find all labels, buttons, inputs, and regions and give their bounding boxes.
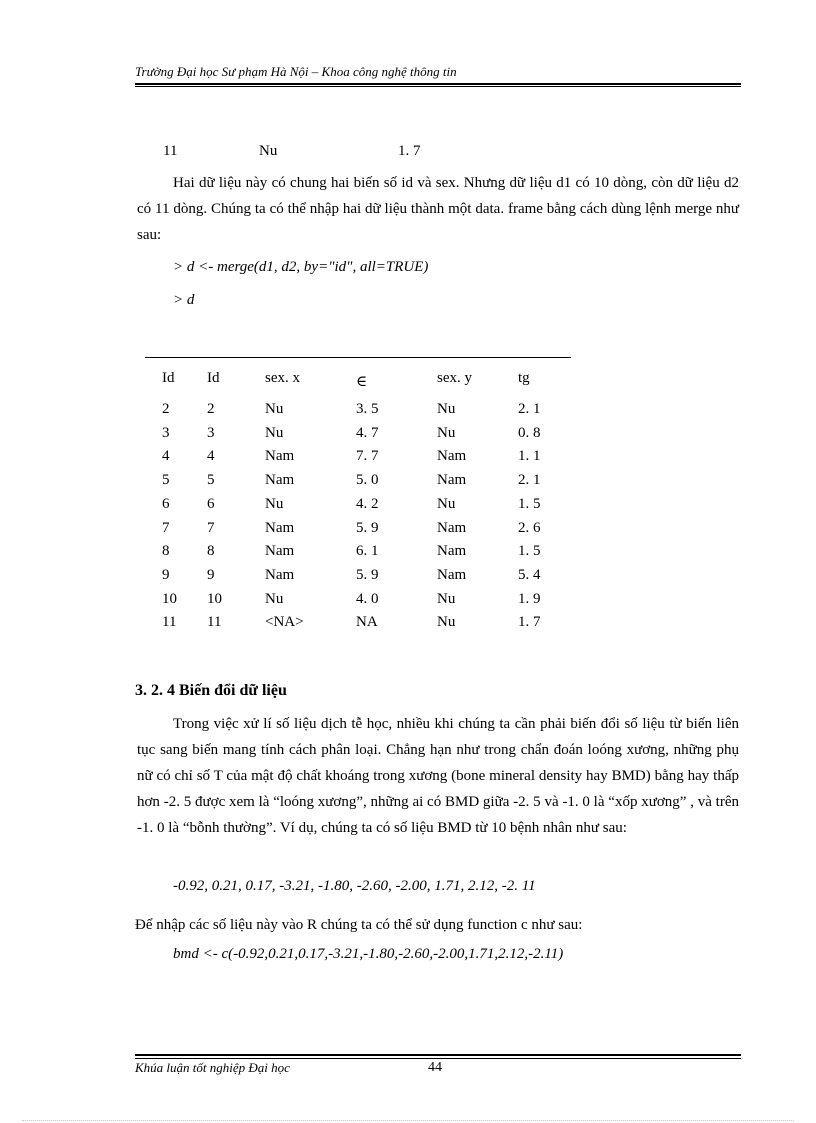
table-cell: 0. 8 [518, 425, 541, 441]
table-cell: 7 [162, 520, 170, 536]
table-cell: 6 [162, 496, 170, 512]
table-cell: 5. 0 [356, 472, 379, 488]
table-cell: 1. 9 [518, 591, 541, 607]
table-cell: Nam [265, 543, 295, 559]
table-cell: 8 [207, 543, 215, 559]
table-cell: 4. 2 [356, 496, 379, 512]
table-cell: Nu [437, 401, 456, 417]
table-cell: 2. 1 [518, 472, 541, 488]
table-cell: Nu [265, 496, 284, 512]
table-cell: 11 [207, 614, 222, 630]
table-cell: 10 [162, 591, 177, 607]
table-cell: 7. 7 [356, 448, 379, 464]
top-row-sex: Nu [259, 143, 278, 159]
table-cell: 10 [207, 591, 222, 607]
table-cell: 6 [207, 496, 215, 512]
table-cell: 1. 5 [518, 496, 541, 512]
table-cell: 1. 7 [518, 614, 541, 630]
table-cell: 5 [162, 472, 170, 488]
paragraph-merge [137, 170, 739, 248]
table-cell: Nam [265, 448, 295, 464]
table-cell: 2 [207, 401, 215, 417]
table-cell: Nam [437, 567, 467, 583]
table-cell: 5. 9 [356, 567, 379, 583]
table-cell: 4 [162, 448, 170, 464]
code-d: > d [173, 292, 195, 308]
code-bmd-assign: bmd <- c(-0.92,0.21,0.17,-3.21,-1.80,-2.60,-2.00,1.71,2.12,-2.11) [173, 946, 564, 962]
header-rule [135, 86, 741, 87]
table-cell: 2 [162, 401, 170, 417]
paragraph-input-text: Để nhập các số liệu này vào R chúng ta có thể sử dụng function c như sau: [135, 917, 583, 933]
table-cell: 3 [162, 425, 170, 441]
table-cell: 5. 4 [518, 567, 541, 583]
page-edge-dotted-line [22, 1120, 794, 1121]
top-row-value: 1. 7 [398, 143, 421, 159]
table-cell: Nam [437, 543, 467, 559]
table-cell: Nu [437, 591, 456, 607]
table-cell: 9 [207, 567, 215, 583]
code-merge: > d <- merge(d1, d2, by="id", all=TRUE) [173, 259, 429, 275]
table-cell: Nam [437, 472, 467, 488]
table-cell: Nu [437, 425, 456, 441]
table-header-cell: tg [518, 370, 530, 386]
table-cell: Nu [265, 425, 284, 441]
table-cell: Nu [265, 401, 284, 417]
footer-text: Khúa luận tốt nghiệp Đại học [135, 1060, 290, 1075]
table-cell: Nam [437, 448, 467, 464]
table-cell: 6. 1 [356, 543, 379, 559]
table-cell: Nu [265, 591, 284, 607]
paragraph-transform [137, 711, 739, 841]
header-rule [135, 83, 741, 85]
table-cell: 3. 5 [356, 401, 379, 417]
code-bmd-values: -0.92, 0.21, 0.17, -3.21, -1.80, -2.60, -2.00, 1.71, 2.12, -2. 11 [173, 878, 536, 894]
table-cell: Nam [265, 472, 295, 488]
table-header-cell: Id [207, 370, 220, 386]
table-cell: 11 [162, 614, 177, 630]
top-row-id: 11 [163, 143, 178, 159]
table-cell: 2. 1 [518, 401, 541, 417]
table-cell: Nu [437, 614, 456, 630]
table-cell: Nu [437, 496, 456, 512]
table-cell: 3 [207, 425, 215, 441]
table-cell: 8 [162, 543, 170, 559]
paragraph-merge-text: Hai dữ liệu này có chung hai biến số id và sex. Nhưng dữ liệu d1 có 10 dòng, còn dữ liệu d2 có 11 dòng. Chúng ta có thể nhập hai dữ liệu thành một data. frame bằng cách dùng lệnh merge như sau: [137, 175, 739, 243]
table-cell: Nam [265, 520, 295, 536]
table-cell: 4. 7 [356, 425, 379, 441]
paragraph-input [135, 912, 737, 938]
table-cell: 4. 0 [356, 591, 379, 607]
table-cell: 5. 9 [356, 520, 379, 536]
table-cell: 7 [207, 520, 215, 536]
table-header-cell: ∈ [356, 374, 368, 390]
page-number: 44 [428, 1060, 442, 1075]
table-cell: 2. 6 [518, 520, 541, 536]
table-header-cell: Id [162, 370, 175, 386]
table-cell: 9 [162, 567, 170, 583]
table-top-rule [145, 357, 571, 358]
table-cell: 1. 1 [518, 448, 541, 464]
table-cell: 5 [207, 472, 215, 488]
table-cell: NA [356, 614, 378, 630]
table-cell: 1. 5 [518, 543, 541, 559]
table-cell: <NA> [265, 614, 304, 630]
table-cell: 4 [207, 448, 215, 464]
table-cell: Nam [265, 567, 295, 583]
paragraph-transform-text: Trong việc xử lí số liệu dịch tễ học, nhiều khi chúng ta cần phải biến đổi số liệu từ biến liên tục sang biến mang tính cách phân loại. Chẳng hạn như trong chẩn đoán loóng xương, những phụ nữ có chỉ số T của mật độ chất khoáng trong xương (bone mineral density hay BMD) bằng hay thấp hơn -2. 5 được xem là “loóng xương”, những ai có BMD giữa -2. 5 và -1. 0 là “xốp xương” , và trên -1. 0 là “bỗnh thường”. Ví dụ, chúng ta có số liệu BMD từ 10 bệnh nhân như sau: [137, 716, 739, 836]
table-header-cell: sex. y [437, 370, 472, 386]
header-text: Trường Đại học Sư phạm Hà Nội – Khoa công nghệ thông tin [135, 64, 457, 79]
table-cell: Nam [437, 520, 467, 536]
footer-rule [135, 1058, 741, 1059]
section-title: 3. 2. 4 Biến đổi dữ liệu [135, 682, 287, 699]
table-header-cell: sex. x [265, 370, 300, 386]
footer-rule [135, 1054, 741, 1056]
